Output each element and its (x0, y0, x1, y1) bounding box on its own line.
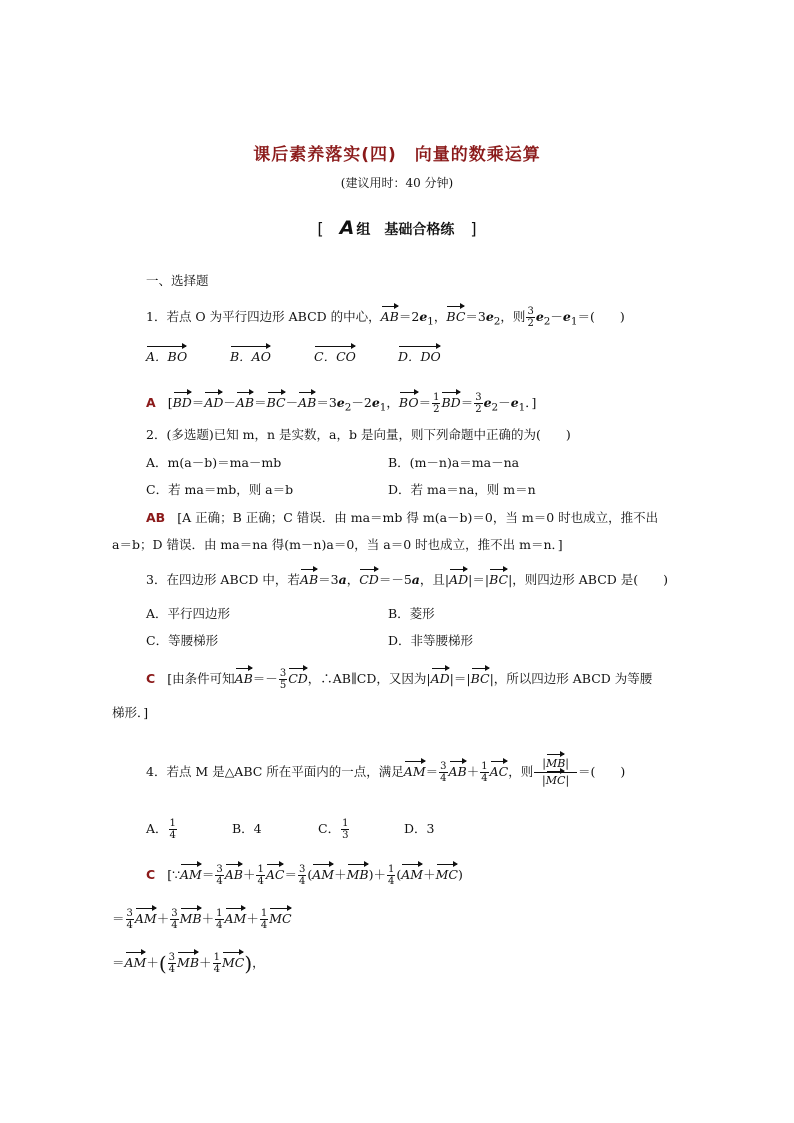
q2-option-c: C．若 ma＝mb，则 a＝b (146, 482, 294, 497)
q1-option-a: A．BO (146, 349, 188, 364)
q1-stem: 1．若点 O 为平行四边形 ABCD 的中心，$AB=2e_1$，$BC=3e_2$，则 $\frac{3}{2}$ $e_2-e_1=$( ) (146, 306, 625, 329)
q2-stem: 2．(多选题)已知 m，n 是实数，a，b 是向量，则下列命题中正确的为( ) (146, 427, 571, 442)
q3-solution: C [由条件可知AB＝－ $\frac{3}{5}$ CD，∴AB∥CD，又因为|AD|＝|BC|，所以四边形 ABCD 为等腰 (146, 668, 653, 691)
q4-answer: C (146, 867, 156, 882)
section-label: 一、选择题 (146, 273, 209, 288)
q1-option-c: C．CO (314, 349, 356, 364)
q1-option-d: D．DO (398, 349, 441, 364)
q1-option-b: B．AO (230, 349, 271, 364)
q4-option-c: C． $\frac{1}{3}$ (318, 818, 349, 841)
q4-option-d: D．3 (404, 821, 435, 836)
group-letter: A (339, 217, 355, 239)
group-heading: [ A 组 基础合格练 ] (317, 217, 477, 239)
title-topic: 向量的数乘运算 (414, 145, 541, 165)
q3-answer: C (146, 671, 156, 686)
q4-option-a: A． $\frac{1}{4}$ (146, 818, 176, 841)
q2-option-d: D．若 ma＝na，则 m＝n (388, 482, 536, 497)
title-main: 课后素养落实(四) (253, 145, 397, 165)
q3-stem: 3．在四边形 ABCD 中，若AB＝3a，CD＝－5a，且|AD|＝|BC|，则四边形 ABCD 是( ) (146, 572, 669, 587)
suggested-time: (建议用时：40 分钟) (340, 176, 454, 190)
q1-answer: A (146, 395, 156, 410)
page-title (0, 140, 794, 165)
q3-option-d: D．非等腰梯形 (388, 633, 474, 648)
q4-stem: 4．若点 M 是△ABC 所在平面内的一点，满足AM＝ $\frac{3}{4}$ AB＋ $\frac{1}{4}$ AC，则 $\frac{|MB|}{|MC|}$ ＝( ) (146, 757, 626, 787)
q4-solution: C [∵AM＝ $\frac{3}{4}$ AB＋ $\frac{1}{4}$ AC＝ $\frac{3}{4}$ (AM＋MB)＋ $\frac{1}{4}$ (AM＋MC) (146, 864, 463, 887)
q3-option-a: A．平行四边形 (146, 606, 231, 621)
q2-solution-cont: a＝b；D 错误．由 ma＝na 得(m－n)a＝0，当 a＝0 时也成立，推不出 m＝n．] (112, 537, 563, 552)
q2-solution: AB [A 正确；B 正确；C 错误．由 ma＝mb 得 m(a－b)＝0，当 m＝0 时也成立，推不出 (146, 510, 659, 525)
q4-solution-line2: ＝ $\frac{3}{4}$ AM＋ $\frac{3}{4}$ MB＋ $\frac{1}{4}$ AM＋ $\frac{1}{4}$ MC (112, 908, 292, 931)
q1-solution: A [$BD=AD-AB=BC-AB=3e_2-2e_1$，BO＝ $\frac{1}{2}$ BD＝ $\frac{3}{2}$ $e_2-e_1$．] (146, 392, 537, 415)
q4-option-b: B．4 (232, 821, 262, 836)
q2-answer: AB (146, 510, 166, 525)
q3-option-c: C．等腰梯形 (146, 633, 219, 648)
q2-option-a: A．m(a－b)＝ma－mb (146, 455, 282, 470)
q4-solution-line3: ＝AM＋( $\frac{3}{4}$ MB＋ $\frac{1}{4}$ MC)， (112, 951, 265, 976)
q3-option-b: B．菱形 (388, 606, 435, 621)
q3-solution-cont: 梯形．] (112, 705, 149, 720)
q2-option-b: B．(m－n)a＝ma－na (388, 455, 520, 470)
group-label: 组 基础合格练 (356, 222, 455, 238)
